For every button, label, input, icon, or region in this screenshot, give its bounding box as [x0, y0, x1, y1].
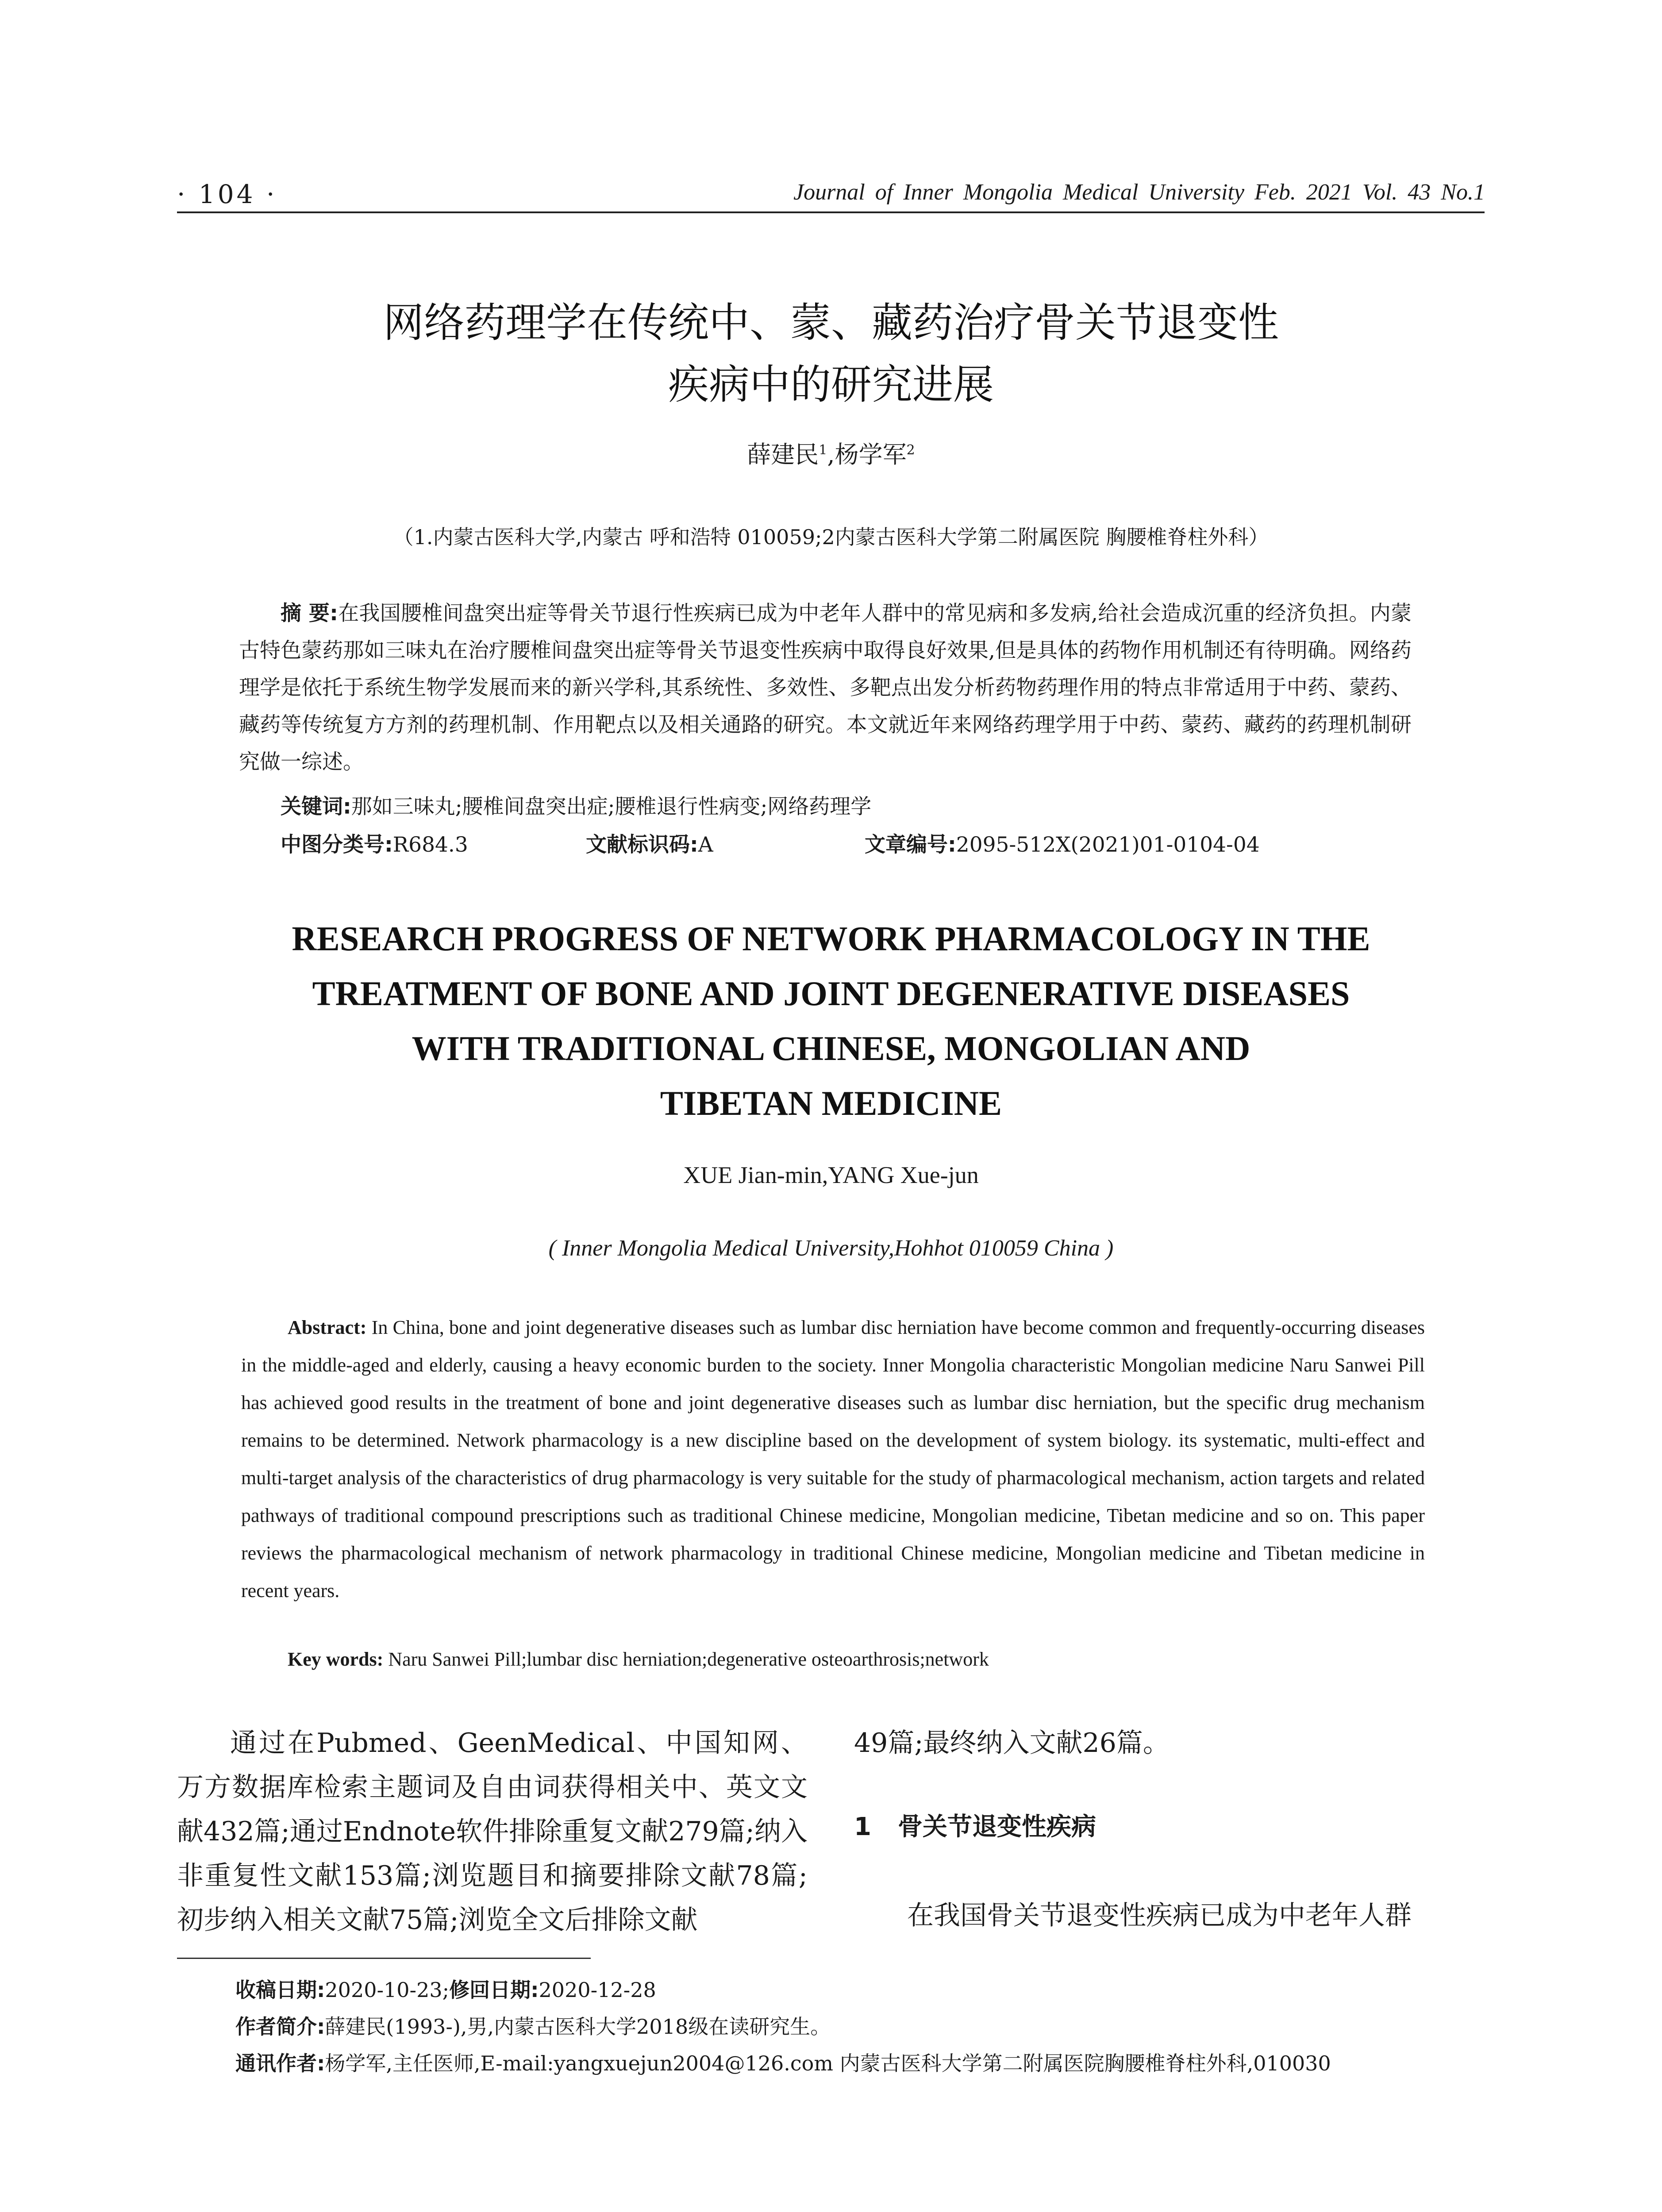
- body-paragraph-left: 通过在Pubmed、GeenMedical、中国知网、万方数据库检索主题词及自由词获得相关中、英文文献432篇;通过Endnote软件排除重复文献279篇;纳入非重复性文献153篇;浏览题目和摘要排除文献78篇;初步纳入相关文献75篇;浏览全文后排除文献: [177, 1728, 808, 1936]
- english-title-line-1: RESEARCH PROGRESS OF NETWORK PHARMACOLOGY IN THE: [292, 919, 1370, 958]
- chinese-title-line-2: 疾病中的研究进展: [668, 361, 994, 408]
- clc-label: 中图分类号:: [281, 833, 393, 857]
- footnote-rule: [177, 1958, 591, 1959]
- author-bio-text: 薛建民(1993-),男,内蒙古医科大学2018级在读研究生。: [325, 2015, 831, 2039]
- page-number: · 104 ·: [177, 179, 277, 209]
- body-paragraph-right-continued: 49篇;最终纳入文献26篇。: [854, 1728, 1170, 1759]
- english-abstract-label: Abstract:: [288, 1317, 367, 1338]
- article-number: [865, 828, 1260, 858]
- chinese-keywords: [281, 790, 871, 820]
- author-1-name: 薛建民: [747, 441, 819, 469]
- author-2-name: 杨学军: [835, 441, 907, 469]
- author-separator: ,: [827, 441, 835, 469]
- author-bio-label: 作者简介:: [235, 2015, 325, 2039]
- clc-number: [281, 828, 586, 858]
- english-keywords-text: Naru Sanwei Pill;lumbar disc herniation;degenerative osteoarthrosis;network: [388, 1648, 989, 1670]
- english-title: [0, 911, 1662, 1131]
- section-heading-1: [854, 1807, 1096, 1843]
- header-rule: [177, 211, 1485, 213]
- chinese-title-line-1: 网络药理学在传统中、蒙、藏药治疗骨关节退变性: [383, 299, 1279, 346]
- corresponding-author-label: 通讯作者:: [235, 2051, 325, 2075]
- revised-label: 修回日期:: [449, 1978, 539, 2002]
- article-number-label: 文章编号:: [865, 833, 956, 857]
- chinese-abstract: [239, 595, 1412, 781]
- document-code: [586, 828, 865, 858]
- footnote-corresponding-author: [235, 2047, 1331, 2077]
- classification-row: [281, 828, 1431, 858]
- section-number: 1: [854, 1813, 871, 1841]
- chinese-keywords-label: 关键词:: [281, 795, 351, 819]
- clc-value: R684.3: [392, 833, 468, 857]
- revised-date: 2020-12-28: [539, 1978, 656, 2002]
- section-title: 骨关节退变性疾病: [897, 1813, 1096, 1841]
- chinese-keywords-text: 那如三味丸;腰椎间盘突出症;腰椎退行性病变;网络药理学: [351, 795, 872, 819]
- chinese-abstract-text: 在我国腰椎间盘突出症等骨关节退行性疾病已成为中老年人群中的常见病和多发病,给社会造成沉重的经济负担。内蒙古特色蒙药那如三味丸在治疗腰椎间盘突出症等骨关节退变性疾病中取得良好效果,但是具体的药物作用机制还有待明确。网络药理学是依托于系统生物学发展而来的新兴学科,其系统性、多效性、多靶点出发分析药物药理作用的特点非常适用于中药、蒙药、藏药等传统复方方剂的药理机制、作用靶点以及相关通路的研究。本文就近年来网络药理学用于中药、蒙药、藏药的药理机制研究做一综述。: [239, 601, 1412, 774]
- chinese-authors: [0, 436, 1662, 470]
- english-authors: XUE Jian-min,YANG Xue-jun: [683, 1162, 979, 1188]
- document-code-value: A: [698, 833, 713, 857]
- footnote-dates: [235, 1974, 656, 2003]
- article-number-value: 2095-512X(2021)01-0104-04: [956, 833, 1260, 857]
- english-keywords: [288, 1648, 989, 1671]
- document-code-label: 文献标识码:: [586, 833, 698, 857]
- corresponding-author-text: 杨学军,主任医师,E-mail:yangxuejun2004@126.com 内蒙古医科大学第二附属医院胸腰椎脊柱外科,010030: [325, 2051, 1331, 2075]
- chinese-affiliation: （1.内蒙古医科大学,内蒙古 呼和浩特 010059;2内蒙古医科大学第二附属医院 胸腰椎脊柱外科）: [393, 525, 1269, 549]
- english-title-line-4: TIBETAN MEDICINE: [660, 1084, 1002, 1122]
- journal-citation: Journal of Inner Mongolia Medical University Feb. 2021 Vol. 43 No.1: [793, 180, 1485, 205]
- english-abstract: [241, 1309, 1425, 1609]
- english-affiliation: ( Inner Mongolia Medical University,Hohhot 010059 China ): [548, 1236, 1114, 1261]
- received-label: 收稿日期:: [235, 1978, 325, 2002]
- english-abstract-text: In China, bone and joint degenerative diseases such as lumbar disc herniation have become common and frequently-occurring diseases in the middle-aged and elderly, causing a heavy economic burden to the society. Inner Mongolia characteristic Mongolian medicine Naru Sanwei Pill has achieved good results in the treatment of bone and joint degenerative diseases such as lumbar disc herniation, but the specific drug mechanism remains to be determined. Network pharmacology is a new discipline based on the development of system biology. its systematic, multi-effect and multi-target analysis of the characteristics of drug pharmacology is very suitable for the study of pharmacological mechanism, action targets and related pathways of traditional compound prescriptions such as traditional Chinese medicine, Mongolian medicine, Tibetan medicine and so on. This paper reviews the pharmacological mechanism of network pharmacology in traditional Chinese medicine, Mongolian medicine and Tibetan medicine in recent years.: [241, 1317, 1425, 1601]
- author-2-affiliation-mark: 2: [906, 442, 915, 458]
- chinese-abstract-label: 摘 要:: [281, 601, 338, 626]
- footnote-author-bio: [235, 2011, 831, 2040]
- english-title-line-2: TREATMENT OF BONE AND JOINT DEGENERATIVE DISEASES: [312, 974, 1350, 1013]
- author-1-affiliation-mark: 1: [819, 442, 827, 458]
- english-keywords-label: Key words:: [288, 1648, 384, 1670]
- body-paragraph-right: 在我国骨关节退变性疾病已成为中老年人群: [907, 1900, 1412, 1931]
- english-title-line-3: WITH TRADITIONAL CHINESE, MONGOLIAN AND: [412, 1029, 1250, 1068]
- chinese-title: [0, 292, 1662, 416]
- received-date: 2020-10-23;: [325, 1978, 450, 2002]
